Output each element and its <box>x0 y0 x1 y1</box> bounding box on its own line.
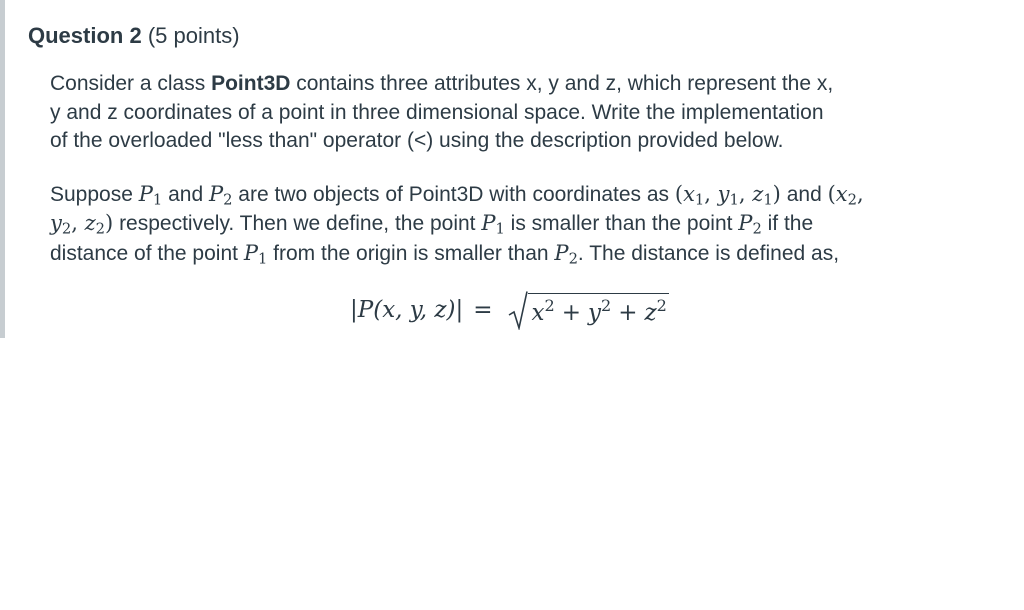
question-body <box>50 70 990 268</box>
math-p2: $P_2$ <box>554 240 578 268</box>
formula-equals: = <box>473 297 493 323</box>
paragraph-2-line-3: distance of the point $P_1$ from the origin is smaller than $P_2$. The distance is defined as, <box>50 240 840 268</box>
radical-sign-icon <box>508 290 528 330</box>
math-coords-2-start: ($x_2$, <box>827 181 864 209</box>
question-left-border <box>0 0 5 338</box>
paragraph-2-line-2: $y_2$, $z_2$) respectively. Then we define, the point $P_1$ is smaller than the point $P_2$ if the <box>50 211 814 238</box>
formula-lhs: |P(x, y, z)| <box>350 297 464 323</box>
math-coords-2-end: $y_2$, $z_2$) <box>50 211 114 238</box>
question-paragraph-1 <box>50 70 990 156</box>
question-paragraph-2 <box>50 180 990 269</box>
paragraph-1-line-2: y and z coordinates of a point in three dimensional space. Write the implementation <box>50 100 824 124</box>
math-p1: $P_1$ <box>138 181 163 209</box>
question-points: (5 points) <box>147 23 240 48</box>
math-p2: $P_2$ <box>738 211 762 238</box>
math-coords-1: ($x_1$, $y_1$, $z_1$) <box>674 181 781 209</box>
paragraph-1-line-1: Consider a class Point3D contains three attributes x, y and z, which represent the x, <box>50 72 834 95</box>
question-title: Question 2 <box>28 23 142 48</box>
question-header <box>28 21 240 51</box>
math-p1: $P_1$ <box>243 240 268 268</box>
radicand: $x^2 + y^2 + z^2$ <box>528 293 668 330</box>
math-p2: $P_2$ <box>208 181 233 209</box>
paragraph-2-line-1: Suppose $P_1$ and $P_2$ are two objects of Point3D with coordinates as ($x_1$, $y_1$, $z_1$) and ($x_2$, <box>50 181 864 209</box>
paragraph-1-line-3: of the overloaded "less than" operator (<) using the description provided below. <box>50 129 784 152</box>
distance-formula <box>350 290 669 330</box>
math-p1: $P_1$ <box>481 211 505 238</box>
class-name: Point3D <box>211 72 291 95</box>
square-root <box>508 290 668 330</box>
